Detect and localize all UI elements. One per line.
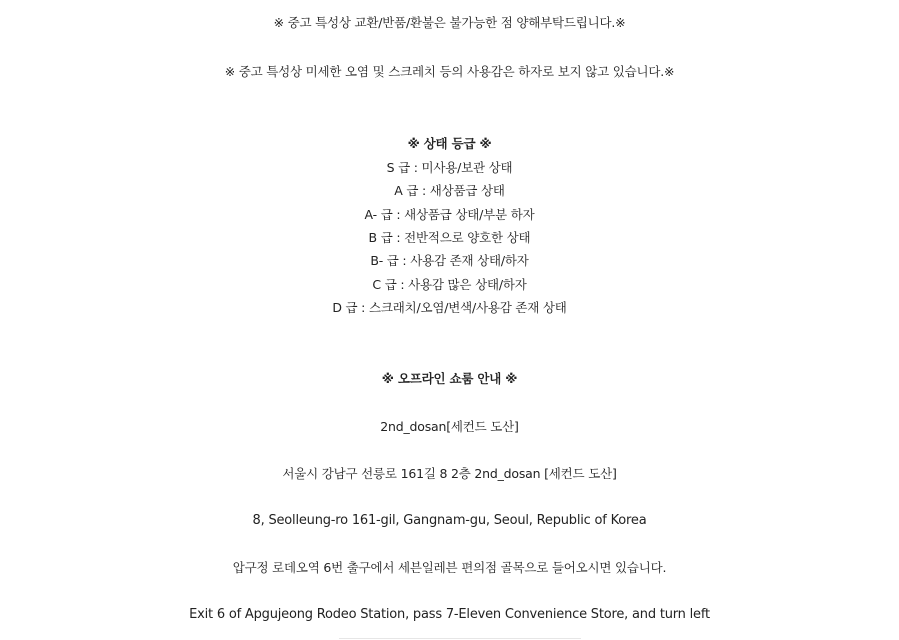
grade-item-a: A 급 : 새상품급 상태 bbox=[394, 183, 505, 198]
showroom-directions-ko: 압구정 로데오역 6번 출구에서 세븐일레븐 편의점 골목으로 들어오시면 있습니다. bbox=[232, 560, 667, 575]
grade-item-s: S 급 : 미사용/보관 상태 bbox=[386, 160, 513, 175]
showroom-directions-en: Exit 6 of Apgujeong Rodeo Station, pass 7-Eleven Convenience Store, and turn left bbox=[189, 607, 710, 622]
showroom-address-en: 8, Seolleung-ro 161-gil, Gangnam-gu, Seoul, Republic of Korea bbox=[252, 513, 647, 528]
grade-item-b: B 급 : 전반적으로 양호한 상태 bbox=[368, 230, 531, 245]
notice-no-exchange: ※ 중고 특성상 교환/반품/환불은 불가능한 점 양해부탁드립니다.※ bbox=[273, 15, 626, 30]
grade-item-b-minus: B- 급 : 사용감 존재 상태/하자 bbox=[370, 253, 529, 268]
bottom-divider bbox=[339, 638, 581, 639]
grade-item-a-minus: A- 급 : 새상품급 상태/부분 하자 bbox=[364, 207, 535, 222]
showroom-section-title: ※ 오프라인 쇼룸 안내 ※ bbox=[381, 371, 518, 386]
grade-item-d: D 급 : 스크래치/오염/변색/사용감 존재 상태 bbox=[332, 300, 567, 315]
grade-section-title: ※ 상태 등급 ※ bbox=[407, 136, 492, 151]
notice-no-defect: ※ 중고 특성상 미세한 오염 및 스크레치 등의 사용감은 하자로 보지 않고 있습니다.※ bbox=[224, 64, 675, 79]
showroom-address-ko: 서울시 강남구 선릉로 161길 8 2층 2nd_dosan [세컨드 도산] bbox=[282, 466, 617, 481]
showroom-name: 2nd_dosan[세컨드 도산] bbox=[380, 419, 519, 434]
grade-item-c: C 급 : 사용감 많은 상태/하자 bbox=[372, 277, 527, 292]
